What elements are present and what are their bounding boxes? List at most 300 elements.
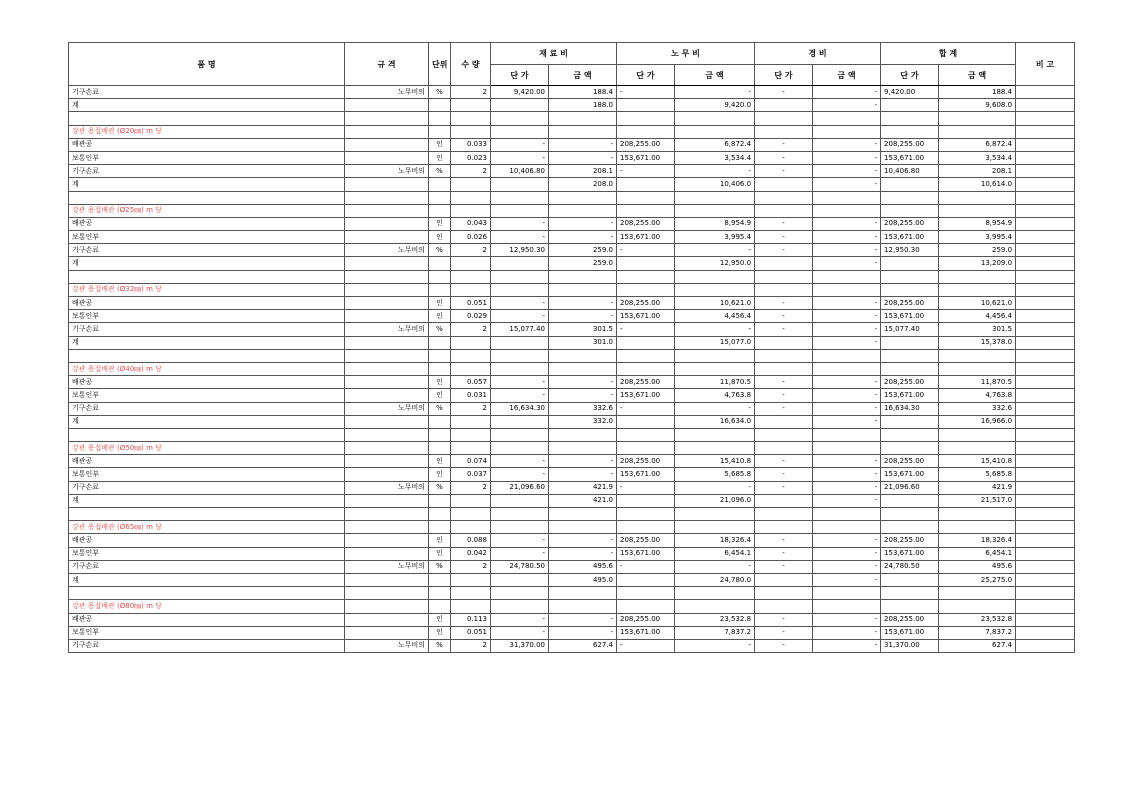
- cell-total-unit-price: [881, 415, 939, 428]
- cell-remark: [1016, 455, 1075, 468]
- cell-name: 계: [69, 99, 345, 112]
- cell-material-unit-price: -: [491, 138, 549, 151]
- cell-expense-unit-price: -: [755, 534, 813, 547]
- cell-expense-unit-price: [755, 494, 813, 507]
- table-body: [69, 86, 1075, 653]
- cell-labor-amount: 4,456.4: [675, 310, 755, 323]
- cell-unit: 인: [429, 626, 451, 639]
- empty-cell: [491, 204, 549, 217]
- cell-material-amount: 208.0: [549, 178, 617, 191]
- cell-qty: 0.037: [451, 468, 491, 481]
- cell-qty: 0.113: [451, 613, 491, 626]
- empty-cell: [617, 508, 675, 521]
- cell-expense-unit-price: [755, 415, 813, 428]
- empty-cell: [675, 283, 755, 296]
- cell-total-amount: 6,454.1: [939, 547, 1016, 560]
- empty-cell: [345, 191, 429, 204]
- empty-cell: [429, 600, 451, 613]
- empty-cell: [617, 521, 675, 534]
- section-header-row: [69, 204, 1075, 217]
- empty-cell: [881, 442, 939, 455]
- empty-cell: [813, 521, 881, 534]
- cell-material-amount: -: [549, 231, 617, 244]
- cell-name: 보통인부: [69, 468, 345, 481]
- empty-cell: [429, 508, 451, 521]
- empty-cell: [755, 349, 813, 362]
- cell-remark: [1016, 547, 1075, 560]
- cell-expense-unit-price: -: [755, 244, 813, 257]
- empty-cell: [451, 521, 491, 534]
- cell-qty: [451, 99, 491, 112]
- cell-labor-amount: 3,534.4: [675, 151, 755, 164]
- cell-remark: [1016, 310, 1075, 323]
- empty-cell: [813, 362, 881, 375]
- blank-row: [69, 587, 1075, 600]
- empty-cell: [1016, 587, 1075, 600]
- empty-cell: [451, 125, 491, 138]
- cell-expense-unit-price: -: [755, 613, 813, 626]
- cell-total-unit-price: [881, 494, 939, 507]
- empty-cell: [345, 349, 429, 362]
- empty-cell: [617, 600, 675, 613]
- cell-unit: 인: [429, 376, 451, 389]
- empty-cell: [451, 283, 491, 296]
- cell-labor-unit-price: 208,255.00: [617, 376, 675, 389]
- cell-expense-amount: -: [813, 151, 881, 164]
- table-row: [69, 481, 1075, 494]
- cell-total-amount: 9,608.0: [939, 99, 1016, 112]
- cell-name: 계: [69, 336, 345, 349]
- cell-remark: [1016, 481, 1075, 494]
- cell-labor-amount: 9,420.0: [675, 99, 755, 112]
- cell-unit: 인: [429, 613, 451, 626]
- empty-cell: [549, 283, 617, 296]
- cell-unit: %: [429, 323, 451, 336]
- empty-cell: [813, 349, 881, 362]
- empty-cell: [451, 428, 491, 441]
- cell-labor-unit-price: 153,671.00: [617, 547, 675, 560]
- cell-material-unit-price: 24,780.50: [491, 560, 549, 573]
- empty-cell: [617, 362, 675, 375]
- section-title: 강관 용접배관 (Ø25㎜) m 당: [69, 204, 345, 217]
- cell-unit: 인: [429, 151, 451, 164]
- cell-labor-unit-price: -: [617, 323, 675, 336]
- empty-cell: [881, 600, 939, 613]
- cell-material-amount: 301.0: [549, 336, 617, 349]
- cell-spec: [345, 336, 429, 349]
- table-row: [69, 165, 1075, 178]
- cell-material-amount: -: [549, 151, 617, 164]
- cell-material-amount: -: [549, 626, 617, 639]
- cell-total-unit-price: 208,255.00: [881, 297, 939, 310]
- empty-cell: [675, 521, 755, 534]
- empty-cell: [549, 112, 617, 125]
- empty-cell: [617, 204, 675, 217]
- cell-remark: [1016, 99, 1075, 112]
- cell-labor-amount: -: [675, 402, 755, 415]
- header-name: 품 명: [69, 43, 345, 86]
- cell-total-unit-price: 153,671.00: [881, 626, 939, 639]
- cell-expense-unit-price: -: [755, 310, 813, 323]
- cell-name: 기구손료: [69, 560, 345, 573]
- cell-qty: 2: [451, 402, 491, 415]
- empty-cell: [675, 204, 755, 217]
- empty-cell: [755, 428, 813, 441]
- cell-material-unit-price: -: [491, 297, 549, 310]
- cell-qty: [451, 257, 491, 270]
- cell-labor-amount: 11,870.5: [675, 376, 755, 389]
- empty-cell: [345, 600, 429, 613]
- cell-material-amount: 421.9: [549, 481, 617, 494]
- empty-cell: [69, 191, 345, 204]
- cell-total-unit-price: 153,671.00: [881, 151, 939, 164]
- table-row: [69, 217, 1075, 230]
- cell-material-amount: -: [549, 297, 617, 310]
- cell-remark: [1016, 336, 1075, 349]
- cell-material-unit-price: -: [491, 455, 549, 468]
- empty-cell: [675, 362, 755, 375]
- table-row: [69, 323, 1075, 336]
- cell-labor-unit-price: [617, 99, 675, 112]
- table-row: [69, 297, 1075, 310]
- cell-total-amount: 421.9: [939, 481, 1016, 494]
- cell-spec: 노무비의: [345, 639, 429, 652]
- cell-labor-amount: 3,995.4: [675, 231, 755, 244]
- cell-expense-unit-price: -: [755, 376, 813, 389]
- subtotal-row: [69, 336, 1075, 349]
- empty-cell: [491, 125, 549, 138]
- cell-labor-amount: 10,621.0: [675, 297, 755, 310]
- empty-cell: [345, 283, 429, 296]
- section-header-row: [69, 521, 1075, 534]
- empty-cell: [881, 587, 939, 600]
- cell-labor-amount: -: [675, 244, 755, 257]
- cell-material-unit-price: [491, 573, 549, 586]
- cell-material-unit-price: -: [491, 376, 549, 389]
- header-material-unit-price: 단 가: [491, 65, 549, 86]
- cell-labor-amount: -: [675, 323, 755, 336]
- section-title: 강관 용접배관 (Ø32㎜) m 당: [69, 283, 345, 296]
- cell-material-amount: -: [549, 310, 617, 323]
- empty-cell: [939, 191, 1016, 204]
- table-row: [69, 244, 1075, 257]
- cell-labor-amount: -: [675, 86, 755, 99]
- cell-expense-unit-price: [755, 573, 813, 586]
- cell-total-amount: 188.4: [939, 86, 1016, 99]
- empty-cell: [451, 191, 491, 204]
- cell-total-amount: 627.4: [939, 639, 1016, 652]
- cell-total-amount: 208.1: [939, 165, 1016, 178]
- cell-total-unit-price: [881, 257, 939, 270]
- cell-name: 보통인부: [69, 626, 345, 639]
- cell-material-amount: 301.5: [549, 323, 617, 336]
- cell-labor-unit-price: 153,671.00: [617, 231, 675, 244]
- cell-qty: 2: [451, 639, 491, 652]
- header-labor-unit-price: 단 가: [617, 65, 675, 86]
- empty-cell: [345, 270, 429, 283]
- cell-spec: [345, 613, 429, 626]
- empty-cell: [939, 112, 1016, 125]
- empty-cell: [881, 112, 939, 125]
- cell-qty: [451, 415, 491, 428]
- empty-cell: [491, 362, 549, 375]
- cell-total-unit-price: 208,255.00: [881, 217, 939, 230]
- cell-total-amount: 332.6: [939, 402, 1016, 415]
- cell-expense-amount: -: [813, 297, 881, 310]
- empty-cell: [549, 442, 617, 455]
- cell-labor-unit-price: -: [617, 244, 675, 257]
- cell-name: 보통인부: [69, 231, 345, 244]
- cell-expense-unit-price: [755, 257, 813, 270]
- cell-expense-amount: -: [813, 481, 881, 494]
- empty-cell: [429, 270, 451, 283]
- cell-total-amount: 21,517.0: [939, 494, 1016, 507]
- cell-expense-amount: -: [813, 231, 881, 244]
- header-expense-unit-price: 단 가: [755, 65, 813, 86]
- cell-total-amount: 13,209.0: [939, 257, 1016, 270]
- cell-name: 배관공: [69, 376, 345, 389]
- header-unit: 단위: [429, 43, 451, 86]
- cell-total-amount: 8,954.9: [939, 217, 1016, 230]
- cell-labor-amount: 4,763.8: [675, 389, 755, 402]
- cell-expense-amount: -: [813, 217, 881, 230]
- cell-name: 배관공: [69, 455, 345, 468]
- empty-cell: [491, 508, 549, 521]
- empty-cell: [451, 204, 491, 217]
- cell-qty: [451, 494, 491, 507]
- cell-labor-unit-price: 208,255.00: [617, 217, 675, 230]
- cell-total-amount: 7,837.2: [939, 626, 1016, 639]
- cell-labor-amount: 18,326.4: [675, 534, 755, 547]
- cell-remark: [1016, 389, 1075, 402]
- cell-qty: 2: [451, 86, 491, 99]
- empty-cell: [451, 270, 491, 283]
- cell-remark: [1016, 626, 1075, 639]
- empty-cell: [1016, 521, 1075, 534]
- cell-remark: [1016, 573, 1075, 586]
- empty-cell: [617, 112, 675, 125]
- cell-material-amount: -: [549, 217, 617, 230]
- cell-labor-amount: 7,837.2: [675, 626, 755, 639]
- empty-cell: [813, 587, 881, 600]
- empty-cell: [939, 442, 1016, 455]
- cell-material-unit-price: -: [491, 151, 549, 164]
- cell-name: 보통인부: [69, 389, 345, 402]
- empty-cell: [813, 112, 881, 125]
- cell-unit: [429, 99, 451, 112]
- cell-material-unit-price: -: [491, 626, 549, 639]
- cell-qty: 0.023: [451, 151, 491, 164]
- empty-cell: [491, 600, 549, 613]
- cell-material-amount: -: [549, 455, 617, 468]
- empty-cell: [813, 191, 881, 204]
- cell-name: 기구손료: [69, 481, 345, 494]
- cell-name: 기구손료: [69, 165, 345, 178]
- cell-material-amount: 495.0: [549, 573, 617, 586]
- cell-expense-amount: -: [813, 244, 881, 257]
- empty-cell: [813, 270, 881, 283]
- cell-labor-amount: -: [675, 560, 755, 573]
- cell-qty: 2: [451, 560, 491, 573]
- section-header-row: [69, 125, 1075, 138]
- cell-expense-amount: -: [813, 639, 881, 652]
- cell-unit: %: [429, 86, 451, 99]
- cell-spec: [345, 178, 429, 191]
- cell-total-unit-price: 153,671.00: [881, 389, 939, 402]
- cell-total-amount: 4,456.4: [939, 310, 1016, 323]
- cell-name: 계: [69, 415, 345, 428]
- cell-expense-unit-price: -: [755, 481, 813, 494]
- cell-material-amount: 627.4: [549, 639, 617, 652]
- subtotal-row: [69, 494, 1075, 507]
- cell-qty: 2: [451, 481, 491, 494]
- cell-total-amount: 259.0: [939, 244, 1016, 257]
- empty-cell: [69, 112, 345, 125]
- cell-labor-amount: 12,950.0: [675, 257, 755, 270]
- blank-row: [69, 349, 1075, 362]
- empty-cell: [1016, 428, 1075, 441]
- cell-material-unit-price: 21,096.60: [491, 481, 549, 494]
- cell-expense-amount: -: [813, 86, 881, 99]
- cell-labor-amount: 8,954.9: [675, 217, 755, 230]
- header-total: 합 계: [881, 43, 1016, 65]
- cell-labor-amount: 6,872.4: [675, 138, 755, 151]
- table-row: [69, 310, 1075, 323]
- empty-cell: [429, 204, 451, 217]
- cell-remark: [1016, 323, 1075, 336]
- cell-qty: 2: [451, 244, 491, 257]
- subtotal-row: [69, 415, 1075, 428]
- cell-expense-amount: -: [813, 178, 881, 191]
- header-labor-amount: 금 액: [675, 65, 755, 86]
- cell-qty: [451, 573, 491, 586]
- cell-name: 기구손료: [69, 402, 345, 415]
- cell-unit: [429, 494, 451, 507]
- empty-cell: [69, 587, 345, 600]
- table-row: [69, 138, 1075, 151]
- empty-cell: [755, 191, 813, 204]
- cell-remark: [1016, 639, 1075, 652]
- empty-cell: [69, 349, 345, 362]
- cell-spec: [345, 626, 429, 639]
- cell-total-amount: 10,621.0: [939, 297, 1016, 310]
- subtotal-row: [69, 257, 1075, 270]
- section-title: 강관 용접배관 (Ø50㎜) m 당: [69, 442, 345, 455]
- empty-cell: [881, 204, 939, 217]
- empty-cell: [69, 508, 345, 521]
- cell-labor-amount: 15,077.0: [675, 336, 755, 349]
- cell-labor-amount: 10,406.0: [675, 178, 755, 191]
- empty-cell: [451, 600, 491, 613]
- cell-name: 기구손료: [69, 323, 345, 336]
- cell-labor-unit-price: [617, 178, 675, 191]
- header-spec: 규 격: [345, 43, 429, 86]
- header-expense-amount: 금 액: [813, 65, 881, 86]
- cell-labor-amount: 24,780.0: [675, 573, 755, 586]
- empty-cell: [755, 521, 813, 534]
- cell-material-unit-price: -: [491, 613, 549, 626]
- cell-unit: 인: [429, 389, 451, 402]
- cell-expense-unit-price: [755, 178, 813, 191]
- empty-cell: [675, 587, 755, 600]
- header-material: 재 료 비: [491, 43, 617, 65]
- cell-qty: [451, 178, 491, 191]
- cell-expense-amount: -: [813, 389, 881, 402]
- cell-labor-unit-price: 153,671.00: [617, 310, 675, 323]
- section-title: 강관 용접배관 (Ø80㎜) m 당: [69, 600, 345, 613]
- cell-spec: [345, 573, 429, 586]
- cell-spec: [345, 468, 429, 481]
- empty-cell: [755, 362, 813, 375]
- cell-remark: [1016, 560, 1075, 573]
- cell-material-amount: -: [549, 389, 617, 402]
- empty-cell: [755, 204, 813, 217]
- cell-labor-unit-price: 153,671.00: [617, 151, 675, 164]
- empty-cell: [1016, 362, 1075, 375]
- cell-unit: [429, 257, 451, 270]
- empty-cell: [755, 508, 813, 521]
- cell-expense-amount: -: [813, 534, 881, 547]
- empty-cell: [813, 600, 881, 613]
- cell-material-amount: -: [549, 534, 617, 547]
- cell-material-amount: -: [549, 547, 617, 560]
- cell-unit: [429, 415, 451, 428]
- cell-material-amount: -: [549, 468, 617, 481]
- empty-cell: [675, 112, 755, 125]
- cell-name: 배관공: [69, 217, 345, 230]
- subtotal-row: [69, 178, 1075, 191]
- empty-cell: [491, 521, 549, 534]
- cell-labor-amount: 16,634.0: [675, 415, 755, 428]
- empty-cell: [881, 270, 939, 283]
- cell-remark: [1016, 151, 1075, 164]
- cell-unit: 인: [429, 138, 451, 151]
- cell-material-unit-price: -: [491, 534, 549, 547]
- cell-expense-unit-price: -: [755, 402, 813, 415]
- cell-material-unit-price: [491, 257, 549, 270]
- cell-unit: %: [429, 165, 451, 178]
- empty-cell: [491, 349, 549, 362]
- cell-total-unit-price: 21,096.60: [881, 481, 939, 494]
- header-total-unit-price: 단 가: [881, 65, 939, 86]
- empty-cell: [345, 428, 429, 441]
- cell-expense-amount: -: [813, 494, 881, 507]
- empty-cell: [617, 270, 675, 283]
- cell-spec: [345, 257, 429, 270]
- cell-spec: 노무비의: [345, 402, 429, 415]
- empty-cell: [881, 508, 939, 521]
- cell-material-unit-price: 12,950.30: [491, 244, 549, 257]
- empty-cell: [345, 112, 429, 125]
- cell-qty: 2: [451, 323, 491, 336]
- empty-cell: [345, 521, 429, 534]
- cell-expense-unit-price: -: [755, 560, 813, 573]
- cell-total-amount: 18,326.4: [939, 534, 1016, 547]
- table-row: [69, 639, 1075, 652]
- cell-expense-amount: -: [813, 547, 881, 560]
- table-row: [69, 231, 1075, 244]
- empty-cell: [345, 442, 429, 455]
- table-row: [69, 626, 1075, 639]
- cell-total-unit-price: 153,671.00: [881, 231, 939, 244]
- cell-material-unit-price: 16,634.30: [491, 402, 549, 415]
- empty-cell: [451, 508, 491, 521]
- cell-name: 보통인부: [69, 547, 345, 560]
- cell-material-unit-price: [491, 336, 549, 349]
- table-row: [69, 151, 1075, 164]
- empty-cell: [345, 508, 429, 521]
- cell-name: 보통인부: [69, 310, 345, 323]
